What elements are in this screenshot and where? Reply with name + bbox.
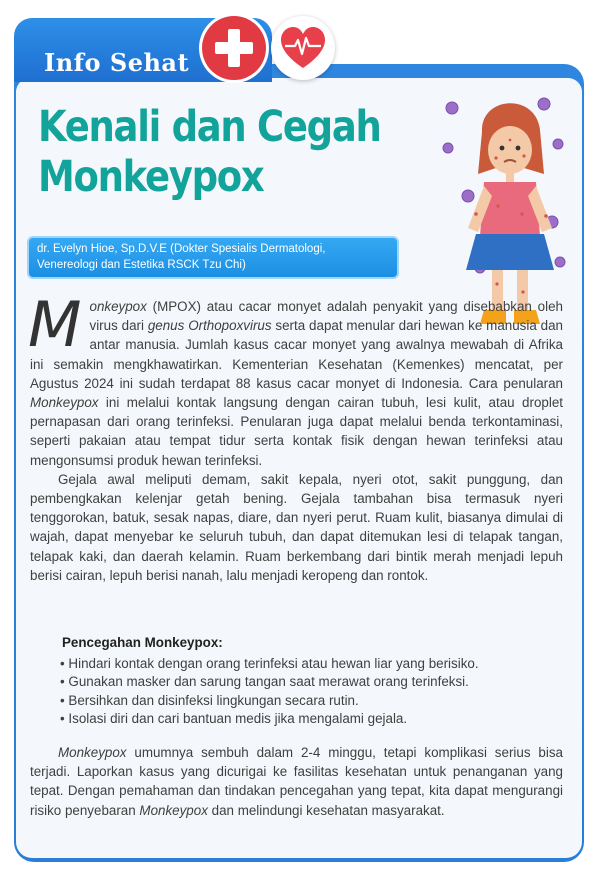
- prevention-heading: Pencegahan Monkeypox:: [62, 635, 223, 650]
- list-item: • Bersihkan dan disinfeksi lingkungan secara rutin.: [60, 692, 479, 710]
- article-title: [38, 102, 399, 202]
- article-body: [28, 288, 563, 585]
- list-item: • Isolasi diri dan cari bantuan medis jika mengalami gejala.: [60, 710, 479, 728]
- author-credit: dr. Evelyn Hioe, Sp.D.V.E (Dokter Spesialis Dermatologi, Venereologi dan Estetika RSCK Tzu Chi): [27, 236, 399, 279]
- paragraph-closing: Monkeypox umumnya sembuh dalam 2-4 minggu, tetapi komplikasi serius bisa terjadi. Laporkan kasus yang dicurigai ke fasilitas kesehatan untuk penanganan yang tepat. Dengan pemahaman dan tindakan pencegahan yang tepat, kita dapat mengurangi risiko penyebaran Monkeypox dan melindungi kesehatan masyarakat.: [30, 745, 563, 818]
- list-item: • Gunakan masker dan sarung tangan saat merawat orang terinfeksi.: [60, 673, 479, 691]
- title-line-1: Kenali dan Cegah: [38, 102, 381, 152]
- paragraph-symptoms: Gejala awal meliputi demam, sakit kepala, nyeri otot, sakit punggung, dan pembengkakan kelenjar getah bening. Gejala tambahan bisa termasuk nyeri tenggorokan, batuk, sesak napas, diare, dan nyeri perut. Ruam kulit, biasanya dimulai di wajah, dapat menyebar ke seluruh tubuh, dan dapat ditemukan lesi di telapak tangan, telapak kaki, dan daerah kelamin. Ruam berkembang dari bintik merah menjadi lepuh berisi cairan, lepuh berisi nanah, lalu menjadi keropeng dan rontok.: [30, 471, 563, 583]
- section-label: Info Sehat: [44, 48, 190, 77]
- title-line-2: Monkeypox: [38, 152, 264, 202]
- prevention-list: [60, 655, 479, 729]
- drop-cap: M: [28, 288, 82, 361]
- paragraph-intro: Monkeypox (MPOX) atau cacar monyet adalah penyakit yang disebabkan oleh virus dari genus Orthopoxvirus serta dapat menular dari hewan ke manusia dan antar manusia. Jumlah kasus cacar monyet yang awalnya mewabah di Afrika ini semakin mengkhawatirkan. Kementerian Kesehatan (Kemenkes) mencatat, per Agustus 2024 ini sudah terdapat 88 kasus cacar monyet di Indonesia. Cara penularan Monkeypox ini melalui kontak langsung dengan cairan tubuh, lesi kulit, atau droplet pernapasan dari orang terinfeksi. Penularan juga dapat melalui benda terkontaminasi, seperti pakaian atau tempat tidur serta kontak fisik dengan hewan terinfeksi atau mengonsumsi produk hewan terinfeksi.: [28, 288, 563, 468]
- heartbeat-heart-icon: [271, 16, 335, 80]
- medical-cross-icon: [202, 16, 266, 80]
- list-item: • Hindari kontak dengan orang terinfeksi atau hewan liar yang berisiko.: [60, 655, 479, 673]
